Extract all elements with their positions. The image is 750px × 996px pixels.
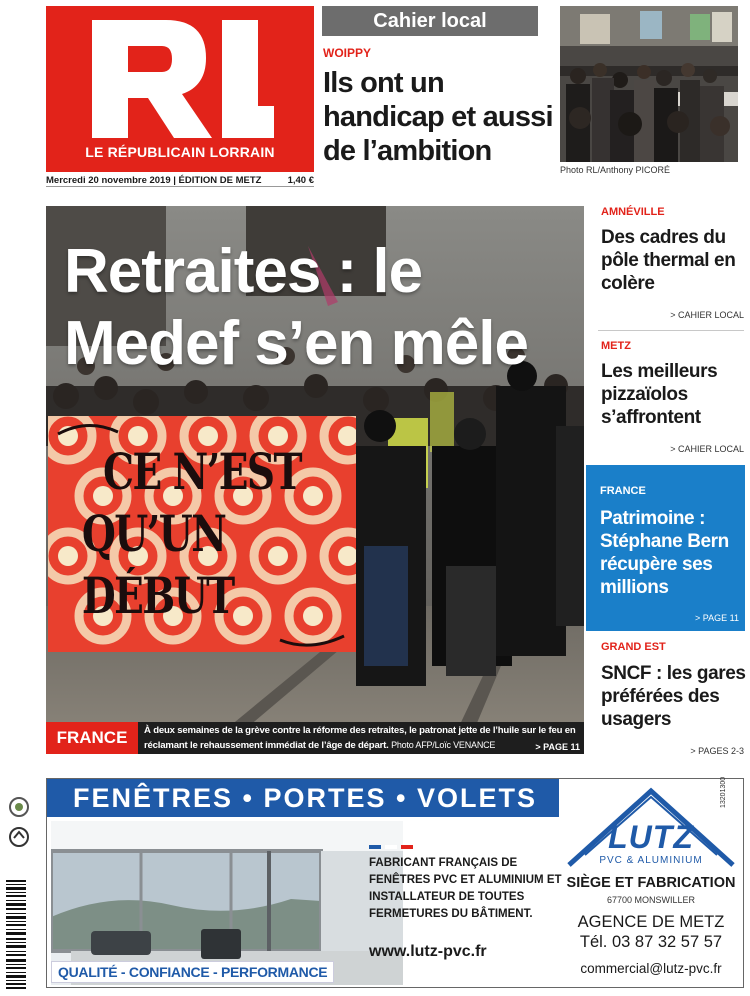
masthead-name: LE RÉPUBLICAIN LORRAIN bbox=[85, 144, 275, 160]
top-teaser-headline[interactable]: Ils ont un handicap et aussi de l’ambition bbox=[323, 67, 553, 167]
top-teaser-photo[interactable] bbox=[560, 6, 738, 162]
ad-body-text: FABRICANT FRANÇAIS DE FENÊTRES PVC ET ALUMINIUM ET INSTALLATEUR DE TOUTES FERMETURES DU BÂTIMENT. bbox=[369, 857, 562, 920]
ad-slogan: QUALITÉ - CONFIANCE - PERFORMANCE bbox=[51, 961, 334, 983]
banner-line-1: CE N’EST bbox=[102, 442, 301, 501]
rc-headline-metz[interactable]: Les meilleurs pizzaïolos s’affrontent bbox=[601, 361, 718, 428]
barcode-icon bbox=[4, 880, 28, 990]
cahier-local-banner[interactable]: Cahier local bbox=[322, 6, 538, 36]
rc-ref-france[interactable]: > PAGE 11 bbox=[695, 613, 739, 623]
protest-banner bbox=[48, 416, 356, 652]
lead-story-photo[interactable] bbox=[46, 206, 584, 754]
rl-logo-mark bbox=[46, 6, 314, 142]
lutz-tagline: PVC & ALUMINIUM bbox=[599, 855, 703, 866]
ad-phone[interactable]: Tél. 03 87 32 57 57 bbox=[579, 933, 723, 951]
banner-line-2: QU’UN DÉBUT bbox=[81, 504, 234, 625]
ad-city: 67700 MONSWILLER bbox=[606, 895, 696, 905]
issue-price: 1,40 € bbox=[287, 174, 314, 186]
rc-kicker-france: FRANCE bbox=[600, 485, 646, 497]
lead-headline[interactable]: Retraites : le Medef s’en mêle bbox=[64, 237, 528, 378]
section-tag-france[interactable]: FRANCE bbox=[46, 722, 138, 754]
dateline bbox=[46, 174, 314, 187]
ad-website-link[interactable]: www.lutz-pvc.fr bbox=[369, 943, 487, 960]
lutz-wordmark: LUTZ bbox=[608, 819, 694, 855]
french-flag-icon bbox=[369, 845, 413, 849]
lead-caption-bar bbox=[46, 722, 584, 754]
issue-code: 13201300 bbox=[720, 776, 727, 808]
rc-headline-amneville[interactable]: Des cadres du pôle thermal en colère bbox=[601, 227, 736, 294]
rc-feature-box[interactable] bbox=[586, 465, 745, 631]
lead-caption bbox=[144, 724, 580, 753]
rc-kicker-metz: METZ bbox=[601, 340, 631, 352]
crowded-hall-illustration bbox=[560, 6, 738, 162]
ad-email[interactable]: commercial@lutz-pvc.fr bbox=[580, 961, 722, 976]
edition-date: Mercredi 20 novembre 2019 | ÉDITION DE METZ bbox=[46, 174, 262, 186]
masthead-logo[interactable] bbox=[46, 6, 314, 172]
lead-page-ref[interactable]: > PAGE 11 bbox=[535, 742, 580, 752]
banner-slogan bbox=[82, 416, 322, 652]
ad-siege: SIÈGE ET FABRICATION bbox=[566, 875, 736, 891]
rc-ref-metz[interactable]: > CAHIER LOCAL bbox=[670, 444, 744, 454]
rc-divider bbox=[598, 330, 744, 331]
rc-headline-grand-est[interactable]: SNCF : les gares préférées des usagers bbox=[601, 663, 746, 730]
rc-ref-amneville[interactable]: > CAHIER LOCAL bbox=[670, 310, 744, 320]
rc-kicker-grand-est: GRAND EST bbox=[601, 641, 666, 653]
rc-headline-france[interactable]: Patrimoine : Stéphane Bern récupère ses millions bbox=[600, 508, 729, 598]
lead-photo-credit: Photo AFP/Loïc VENANCE bbox=[391, 740, 496, 750]
top-photo-credit: Photo RL/Anthony PICORÉ bbox=[560, 165, 671, 175]
lutz-logo[interactable] bbox=[565, 785, 737, 871]
lead-caption-text: À deux semaines de la grève contre la réforme des retraites, le patronat jette de l’huile sur le feu en réclamant le rehaussement immédiat de l’âge de départ. bbox=[144, 725, 576, 751]
ad-banner: FENÊTRES • PORTES • VOLETS bbox=[47, 779, 559, 817]
top-teaser-kicker: WOIPPY bbox=[323, 46, 372, 60]
certification-emblem-icon bbox=[8, 796, 30, 818]
rc-ref-grand-est[interactable]: > PAGES 2-3 bbox=[690, 746, 744, 756]
ad-agence: AGENCE DE METZ bbox=[577, 913, 725, 931]
recycle-emblem-icon bbox=[8, 826, 30, 848]
lutz-advertisement[interactable] bbox=[46, 778, 744, 988]
rc-kicker-amneville: AMNÉVILLE bbox=[601, 206, 665, 218]
